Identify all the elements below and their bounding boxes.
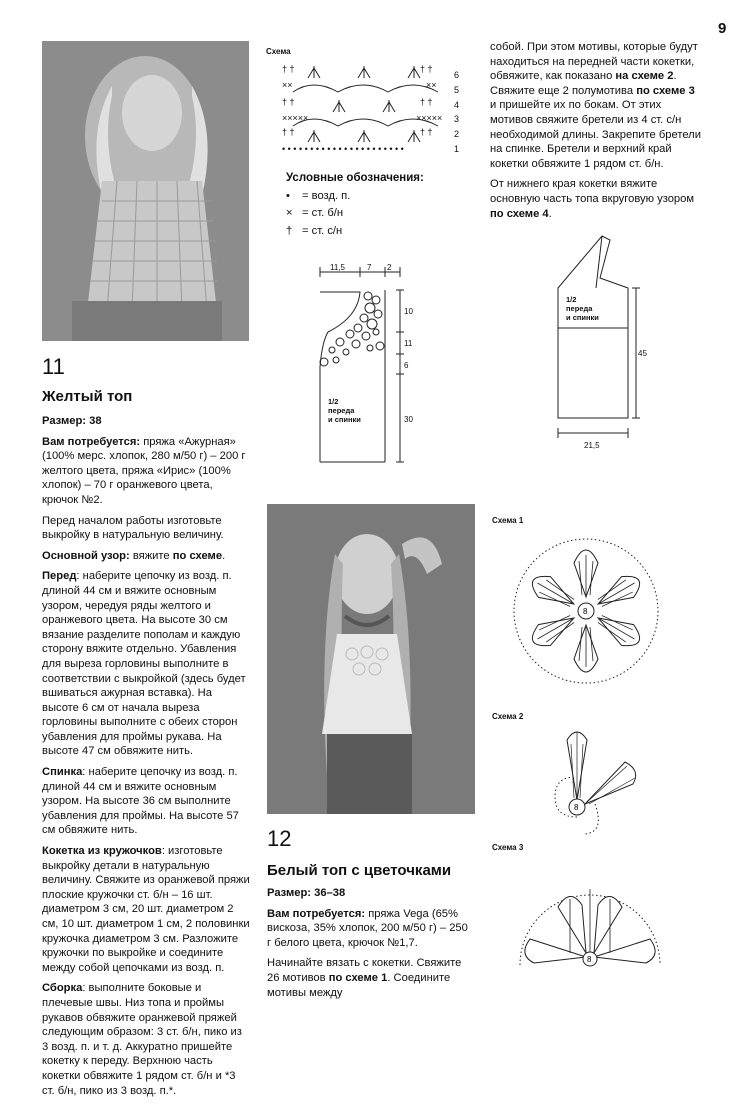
item11-number: 11 (42, 354, 65, 379)
photo-white-top (267, 504, 475, 814)
dim-height: 45 (638, 349, 647, 358)
svg-text:×××××: ××××× (416, 113, 443, 123)
dim-top-3: 2 (387, 263, 392, 272)
svg-text:и спинки: и спинки (328, 415, 361, 424)
diagram-motif-2 (545, 722, 645, 837)
pattern-white-top (540, 228, 650, 453)
page-number: 9 (718, 20, 727, 37)
svg-text:и спинки: и спинки (566, 313, 599, 322)
svg-text:××: ×× (282, 80, 293, 90)
dim-width: 21,5 (584, 441, 600, 450)
diagram-label-1: Схема 1 (492, 516, 524, 525)
item12-number: 12 (267, 826, 292, 851)
svg-text:8: 8 (583, 607, 588, 616)
item12-text: Размер: 36–38 Вам потребуется: пряжа Vega (65% вискоза, 35% хлопок, 200 м/50 г) – 250 г белого цвета, крючок №1,7. Начинайте вязать с кокетки. Свяжите 26 мотивов по схеме 1. Соедините мотивы между (267, 886, 475, 1006)
item11-text: Размер: 38 Вам потребуется: пряжа «Ажурная» (100% мерс. хлопок, 280 м/50 г) – 200 г желтого цвета, пряжа «Ирис» (100% хлопок) – 70 г оранжевого цвета, крючок №2. Перед началом работы изготовьте выкройку в натуральную величину. Основной узор: вяжите по схеме. Перед: наберите цепочку из возд. п. длиной 44 см и вяжите основным узором, чередуя ряды желтого и оранжевого цвета. На высоте 30 см вязание разделите пополам и каждую сторону вяжите отдельно. Убавления для выреза горловины выполните в соответствии с выкройкой (здесь будет вшиваться ажурная вставка). На высоте 6 см от начала выреза горловины выполните с обеих сторон убавления для проймы рукава. На высоте 47 см обвяжите нить. Спинка: наберите цепочку из возд. п. длиной 44 см и вяжите основным узором. На высоте 36 см выполните убавления для проймы. На высоте 57 см обвяжите нить. Кокетка из кружочков: изготовьте выкройку детали в натуральную величину. Свяжите из оранжевой пряжи плоские кружочки ст. б/н – 16 шт. диаметром 3 см, 20 шт. диаметром 2 см, 10 шт. диаметром 1 см, 2 половинки кружочка диаметром 3 см. Разложите кружочки по выкройке и соедините между собой цепочками из возд. п. Сборка: выполните боковые и плечевые швы. Низ топа и проймы рукавов обвяжите оранжевой пряжей следующим образом: 3 ст. б/н, пико из 3 возд. п. и т. д. Аккуратно пришейте кокетку к переду. Верхнюю часть кокетки обвяжите 1 рядом ст. б/н и *3 ст. б/н, пико из 3 возд. п.*. (42, 415, 250, 1097)
dim-top-2: 7 (367, 263, 372, 272)
diagram-label-3: Схема 3 (492, 843, 524, 852)
svg-text:1/2: 1/2 (566, 295, 577, 304)
svg-text:переда: переда (566, 304, 593, 313)
legend-title: Условные обозначения: (286, 172, 424, 184)
item12-size: Размер: 36–38 (267, 887, 346, 899)
dim-right-3: 6 (404, 361, 409, 370)
diagram-label-2: Схема 2 (492, 712, 524, 721)
svg-text:переда: переда (328, 406, 355, 415)
svg-text:1/2: 1/2 (328, 397, 339, 406)
model-photo-illustration (267, 504, 475, 814)
svg-text:×××××: ××××× (282, 113, 309, 123)
schema-title: Схема (266, 47, 291, 56)
dim-top-1: 11,5 (330, 263, 345, 272)
col3-text: собой. При этом мотивы, которые будут находиться на передней части кокетки, обвяжите, как показано на схеме 2. Свяжите еще 2 полумотива по схеме 3 и пришейте их по бокам. От этих мотивов свяжите бретели из 4 ст. с/н необходимой длины. Закрепите бретели на спинке. Бретели и верхний край кокетки обвяжите 1 рядом ст. б/н. От нижнего края кокетки вяжите основную часть топа вкруговую узором по схеме 4. (490, 41, 701, 220)
svg-text:8: 8 (574, 803, 579, 812)
svg-text:† †: † † (420, 127, 433, 137)
svg-text:† †: † † (282, 97, 295, 107)
photo-yellow-top (42, 41, 249, 341)
dim-right-2: 11 (404, 339, 413, 348)
svg-text:8: 8 (587, 955, 592, 964)
stitch-schema (278, 60, 468, 158)
pattern-yellow-top (300, 262, 430, 470)
schema-row-numbers: 6 5 4 3 2 1 (454, 70, 460, 154)
legend: Условные обозначения: • = возд. п. × = ст. б/н † = ст. с/н (286, 172, 424, 237)
svg-text:† †: † † (420, 97, 433, 107)
diagram-motif-1 (510, 530, 662, 692)
svg-text:† †: † † (282, 127, 295, 137)
svg-text:• • • • • • • • • • • • • • •: • • • • • • • • • • • • • • • • • • • • • • (282, 144, 404, 154)
svg-text:××: ×× (426, 80, 437, 90)
svg-text:† †: † † (282, 64, 295, 74)
item11-title: Желтый топ (42, 388, 133, 405)
item11-size: Размер: 38 (42, 415, 102, 427)
dim-right-4: 30 (404, 415, 413, 424)
svg-text:† †: † † (420, 64, 433, 74)
model-photo-illustration (42, 41, 249, 341)
dim-right-1: 10 (404, 307, 413, 316)
item12-title: Белый топ с цветочками (267, 862, 452, 879)
diagram-motif-3 (515, 862, 665, 972)
